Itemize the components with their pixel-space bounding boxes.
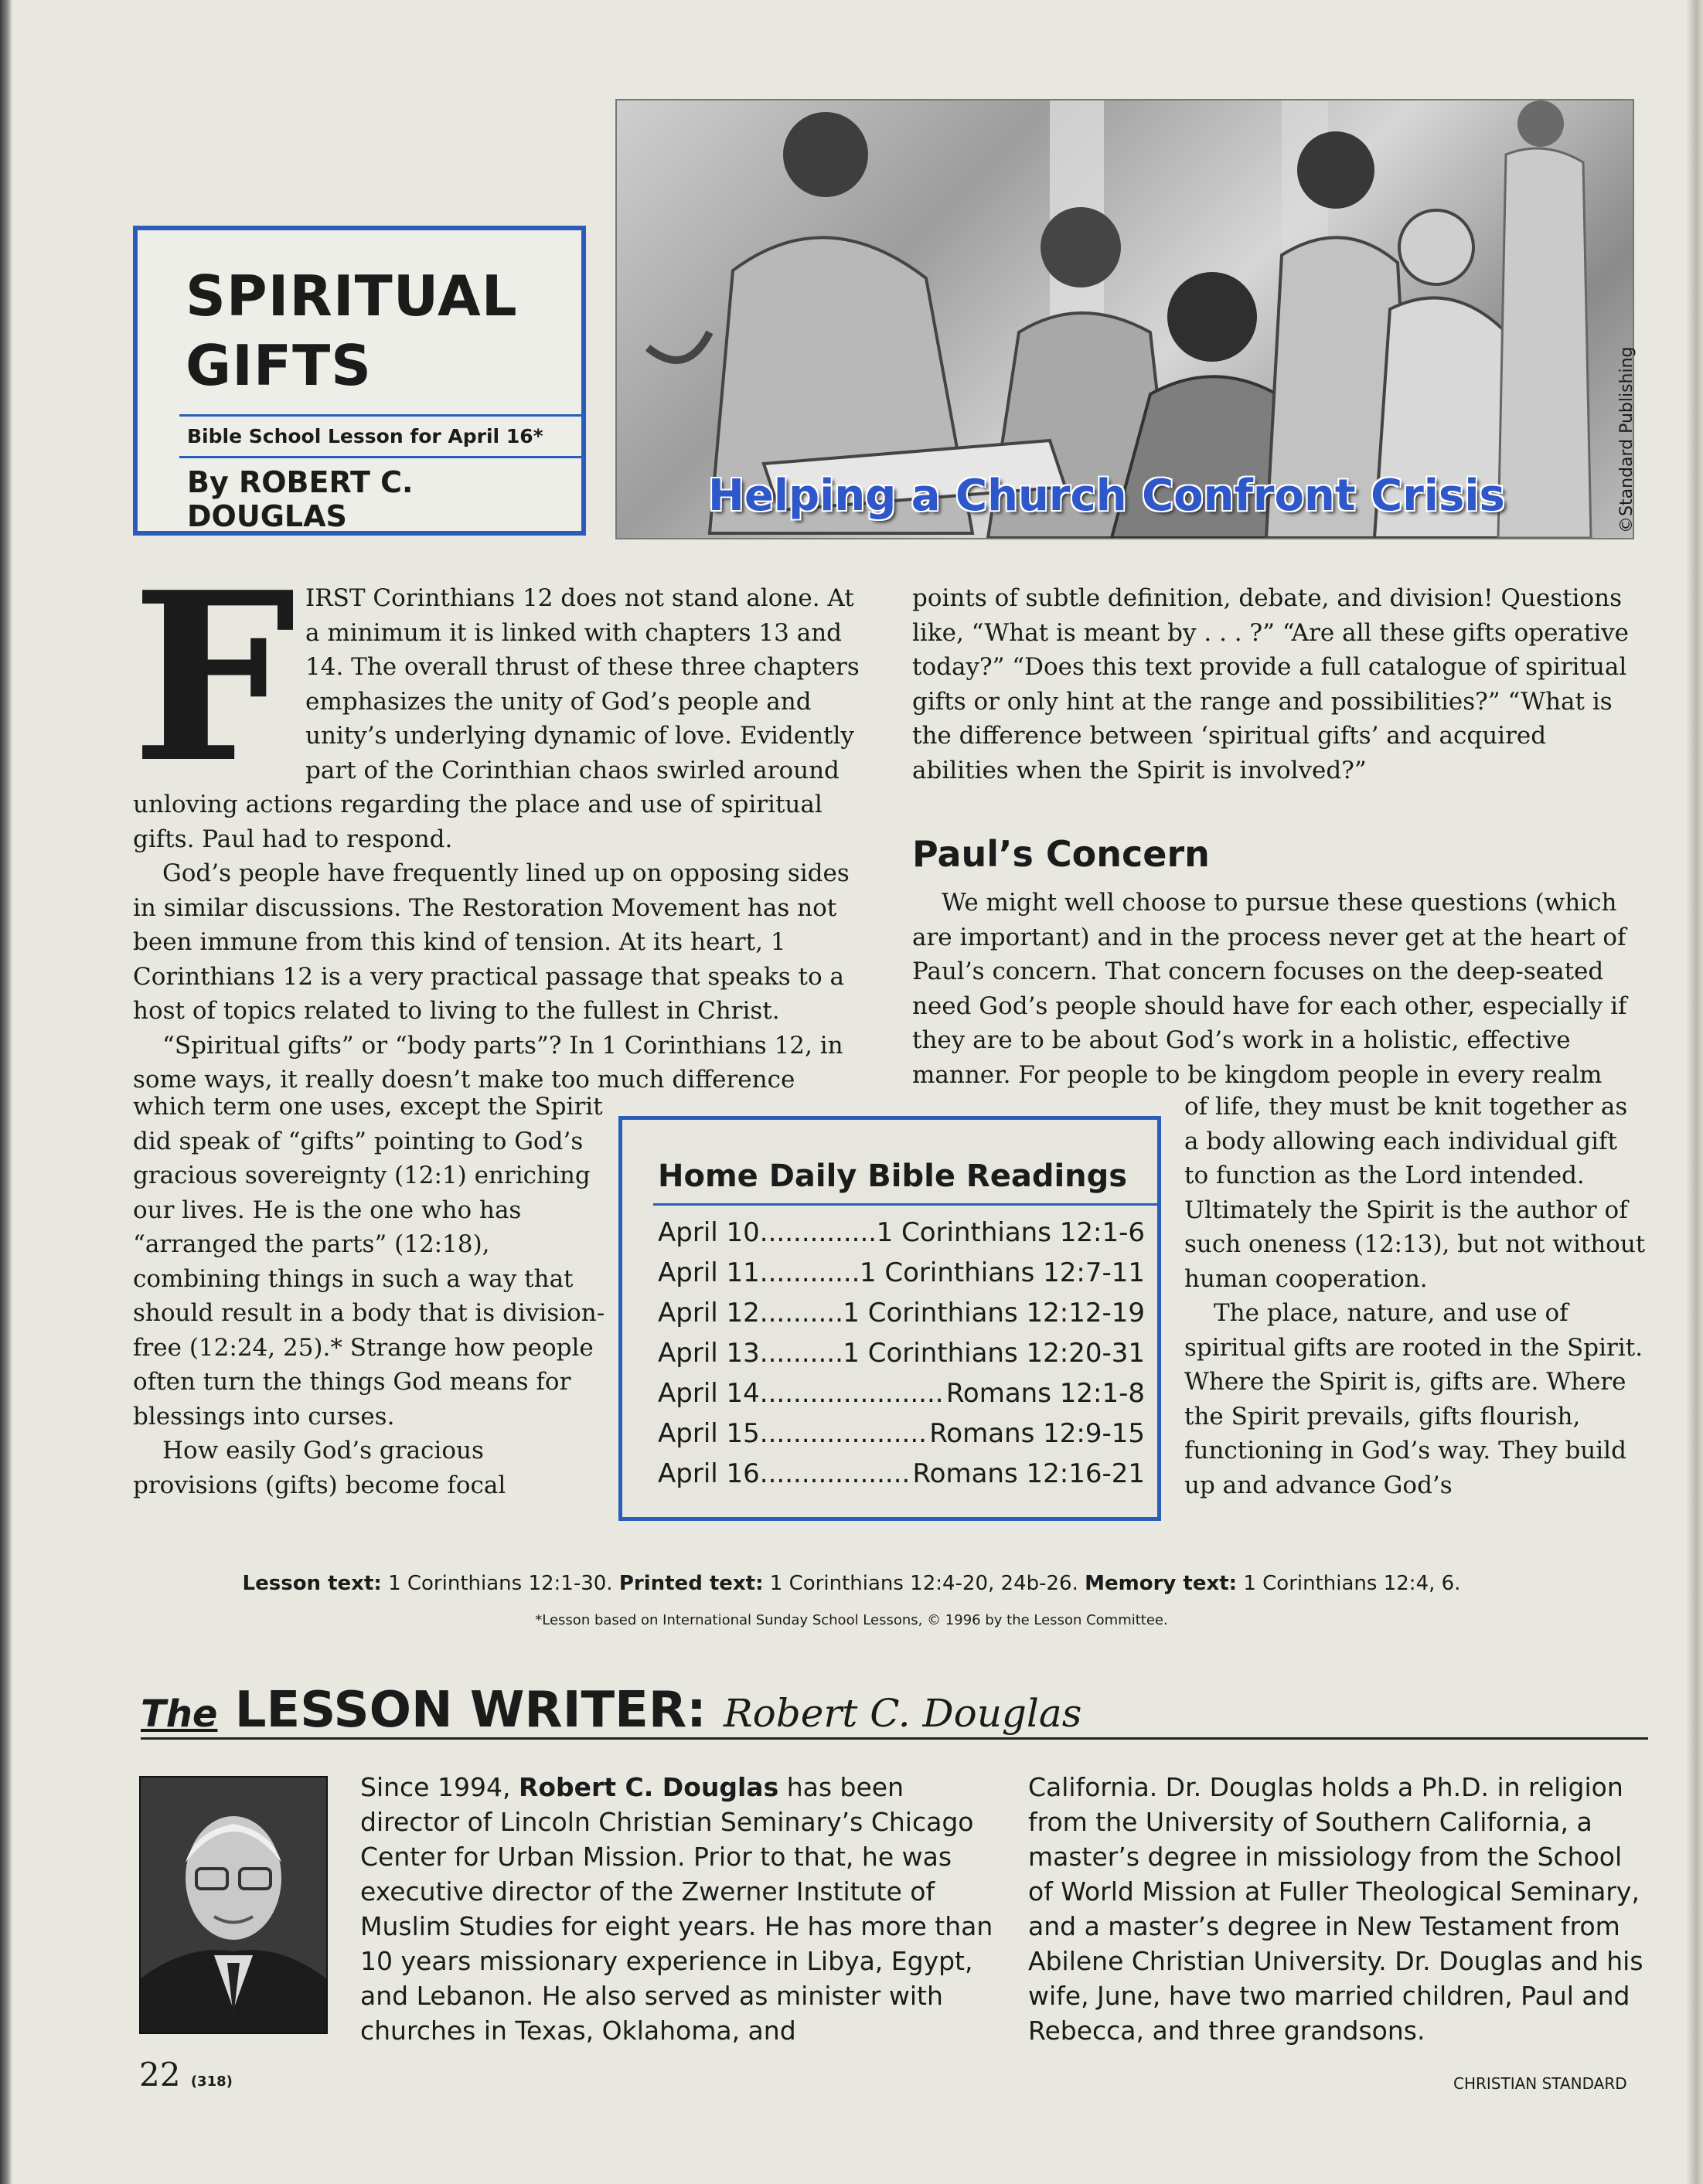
reading-item — [658, 1293, 1145, 1333]
title-box — [133, 226, 586, 536]
page-right-edge — [1686, 0, 1703, 2184]
reading-ref: 1 Corinthians 12:1-6 — [876, 1217, 1145, 1248]
reading-item — [658, 1454, 1145, 1494]
lesson-subtitle: Bible School Lesson for April 16* — [187, 425, 543, 447]
header-illustration — [615, 99, 1634, 539]
reading-item — [658, 1373, 1145, 1413]
illustration-caption: Helping a Church Confront Crisis — [708, 471, 1505, 521]
bio-intro: Since 1994, — [360, 1772, 519, 1802]
readings-rule — [653, 1203, 1157, 1206]
reading-item — [658, 1333, 1145, 1373]
lesson-text-value: 1 Corinthians 12:1-30. — [388, 1572, 613, 1595]
reading-day: April 13 — [658, 1338, 760, 1369]
article-right-narrow — [1184, 1090, 1648, 1502]
reading-item — [658, 1213, 1145, 1253]
page-title: SPIRITUAL GIFTS — [186, 264, 518, 398]
heading-the: The — [141, 1692, 218, 1736]
page-number — [139, 2056, 233, 2094]
reading-ref: Romans 12:1-8 — [945, 1378, 1145, 1409]
reading-item — [658, 1413, 1145, 1454]
memory-text-label: Memory text: — [1085, 1572, 1238, 1595]
readings-title: Home Daily Bible Readings — [658, 1158, 1128, 1194]
bio-text-left: has been director of Lincoln Christian Seminary’s Chicago Center for Urban Mission. Prior to that, he was executive director of the Zwerner Institute of Muslim Studies for eight years. He has more than 10 years missionary experience in Libya, Egypt, and Lebanon. He also served as minister with churches in Texas, Oklahoma, and — [360, 1772, 993, 2046]
paragraph-3-continued: which term one uses, except the Spirit did speak of “gifts” pointing to God’s gracious sovereignty (12:1) enriching our lives. He is the one who has “arranged the parts” (12:18), combining things in such a way that should result in a body that is division-free (12:24, 25).* Strange how people often turn the things God means for blessings into curses. — [133, 1093, 605, 1430]
paragraph-3: “Spiritual gifts” or “body parts”? In 1 Corinthians 12, in some ways, it really doesn’t make too much difference — [133, 1031, 843, 1094]
daily-readings-box — [618, 1116, 1161, 1521]
author-photo — [139, 1776, 328, 2034]
paragraph-7: The place, nature, and use of spiritual gifts are rooted in the Spirit. Where the Spirit is, gifts are. Where the Spirit prevails, gifts flourish, functioning in God’s way. They build up and advance God’s — [1184, 1299, 1643, 1499]
reading-day: April 15 — [658, 1418, 760, 1449]
subtitle-rule — [179, 456, 581, 458]
paragraph-6: We might well choose to pursue these questions (which are important) and in the process never get at the heart of Paul’s concern. That concern focuses on the deep-seated need God’s people should have for each other, especially if they are to be about God’s work in a holistic, effective manner. For people to be kingdom people in every realm — [912, 889, 1627, 1089]
printed-text-label: Printed text: — [618, 1572, 764, 1595]
paragraph-2: God’s people have frequently lined up on opposing sides in similar discussions. The Restoration Movement has not been immune from this kind of tension. At its heart, 1 Corinthians 12 is a very practical passage that speaks to a host of topics related to living to the fullest in Christ. — [133, 859, 850, 1025]
reading-day: April 11 — [658, 1257, 760, 1288]
readings-list — [658, 1213, 1145, 1494]
paragraph-5: points of subtle definition, debate, and division! Questions like, “What is meant by . . . ?” “Are all these gifts operative today?” “Does this text provide a full catalogue of spiritual gifts or only hint at the range and possibilities?” “What is the difference between ‘spiritual gifts’ and acquired abilities when the Spirit is involved?” — [912, 584, 1629, 784]
lesson-footnote: *Lesson based on International Sunday School Lessons, © 1996 by the Lesson Committee. — [535, 1612, 1168, 1628]
reading-day: April 16 — [658, 1458, 760, 1489]
bio-right — [1028, 1770, 1647, 2048]
image-credit: ©Standard Publishing — [1617, 346, 1637, 533]
memory-text-value: 1 Corinthians 12:4, 6. — [1243, 1572, 1461, 1595]
reading-day: April 12 — [658, 1298, 760, 1328]
lesson-text-line — [0, 1572, 1703, 1595]
reading-day: April 14 — [658, 1378, 760, 1409]
bio-author-name: Robert C. Douglas — [518, 1772, 779, 1802]
paragraph-6-continued: of life, they must be knit together as a body allowing each individual gift to function as the Lord intended. Ultimately the Spirit is the author of such oneness (12:13), but not without human cooperation. — [1184, 1093, 1646, 1293]
heading-lesson-writer: LESSON WRITER: — [234, 1682, 707, 1739]
writer-signature: Robert C. Douglas — [724, 1691, 1082, 1736]
paragraph-4: How easily God’s gracious provisions (gifts) become focal — [133, 1437, 506, 1499]
article-left-column — [131, 541, 860, 1097]
printed-text-value: 1 Corinthians 12:4-20, 24b-26. — [769, 1572, 1078, 1595]
article-left-narrow — [133, 1090, 606, 1502]
paragraph-1: IRST Corinthians 12 does not stand alone. At a minimum it is linked with chapters 13 and 14. The overall thrust of these three chapters emphasizes the unity of God’s people and unity’s underlying dynamic of love. Evidently part of the Corinthian chaos swirled around unloving actions regarding the place and use of spiritual gifts. Paul had to respond. — [133, 584, 860, 853]
reading-ref: Romans 12:16-21 — [912, 1458, 1145, 1489]
reading-ref: 1 Corinthians 12:7-11 — [859, 1257, 1145, 1288]
lesson-text-label: Lesson text: — [242, 1572, 382, 1595]
bio-left — [360, 1770, 994, 2048]
drop-cap: F — [131, 541, 296, 814]
reading-ref: Romans 12:9-15 — [929, 1418, 1145, 1449]
section-heading: Paul’s Concern — [912, 833, 1210, 875]
byline: By ROBERT C. DOUGLAS — [187, 465, 414, 533]
reading-ref: 1 Corinthians 12:12-19 — [843, 1298, 1145, 1328]
lesson-writer-heading — [141, 1682, 1081, 1739]
writer-rule — [141, 1737, 1648, 1740]
article-right-column — [912, 581, 1635, 788]
magazine-name: CHRISTIAN STANDARD — [1453, 2074, 1627, 2093]
page-binding-edge — [0, 0, 12, 2184]
reading-item — [658, 1253, 1145, 1293]
page-number-value: 22 — [139, 2056, 181, 2094]
page-number-alt: (318) — [190, 2073, 233, 2090]
article-right-mid — [912, 886, 1647, 1092]
reading-day: April 10 — [658, 1217, 760, 1248]
reading-ref: 1 Corinthians 12:20-31 — [843, 1338, 1145, 1369]
title-rule — [179, 414, 581, 417]
bio-text-right: California. Dr. Douglas holds a Ph.D. in religion from the University of Southern California, a master’s degree in missiology from the School of World Mission at Fuller Theological Seminary, and a master’s degree in New Testament from Abilene Christian University. Dr. Douglas and his wife, June, have two married children, Paul and Rebecca, and three grandsons. — [1028, 1772, 1643, 2046]
author-portrait — [141, 1777, 326, 2033]
